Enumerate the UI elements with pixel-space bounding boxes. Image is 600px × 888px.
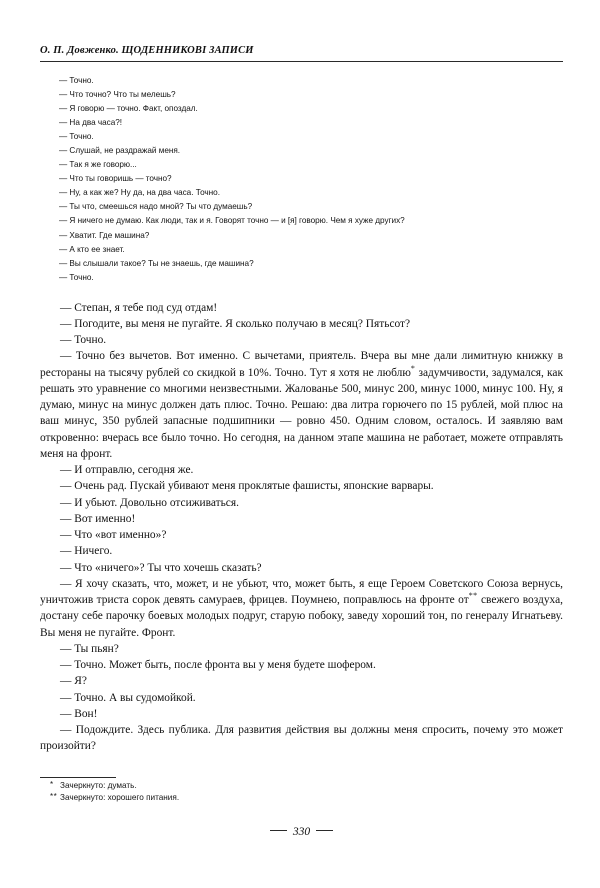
footnote-marker: ** bbox=[468, 591, 478, 601]
body-paragraph: — И убьют. Довольно отсиживаться. bbox=[60, 496, 239, 509]
body-paragraph: — Точно. Может быть, после фронта вы у меня будете шофером. bbox=[60, 659, 376, 672]
paragraph-text-after-note: задумчивости, задумался, как решать это уравнение со многими неизвестными. Жалованье 500, минус 200, минус 1000, минус 100. Ну, я думаю, минус на минус должен дать плюс. Точно. Решаю: два литра горючего по 15 рублей, мой плюс на ваш минус, 350 рублей запасные подшипники — ровно 450. Одним словом, осталось. И заявляю вам откровенно: вчерась все было точно. Но сегодня, на данном этапе машина не работает, можете отправлять меня на фронт. bbox=[40, 366, 563, 460]
running-head-rule bbox=[40, 61, 563, 62]
body-paragraph bbox=[40, 348, 563, 462]
body-paragraph: — Что «вот именно»? bbox=[60, 529, 167, 542]
body-paragraph: — Вон! bbox=[60, 707, 98, 720]
footnote-item-marker: * bbox=[50, 780, 54, 789]
running-head: О. П. Довженко. ЩОДЕННИКОВІ ЗАПИСИ bbox=[40, 45, 254, 56]
petit-dialogue-block bbox=[40, 74, 563, 285]
document-page bbox=[40, 0, 563, 888]
body-paragraph: — Подождите. Здесь публика. Для развития действия вы должны меня спросить, почему это может произойти? bbox=[40, 724, 563, 753]
footnote-area bbox=[40, 777, 563, 805]
petit-line: — Точно. bbox=[59, 272, 94, 282]
footnote-item-text: Зачеркнуто: думать. bbox=[60, 781, 137, 790]
folio-dash-left bbox=[270, 830, 287, 831]
footnote-list bbox=[40, 780, 563, 805]
footnote-item-text: Зачеркнуто: хорошего питания. bbox=[60, 793, 180, 803]
body-paragraph: — Ничего. bbox=[60, 545, 113, 558]
petit-line: — Точно. bbox=[59, 132, 94, 142]
petit-line: — Я говорю — точно. Факт, опоздал. bbox=[59, 104, 198, 114]
body-paragraph: — Вот именно! bbox=[60, 512, 136, 525]
petit-line: — Вы слышали такое? Ты не знаешь, где машина? bbox=[59, 258, 254, 268]
body-paragraph: — Погодите, вы меня не пугайте. Я сколько получаю в месяц? Пятьсот? bbox=[60, 317, 411, 330]
petit-line: — Я ничего не думаю. Как люди, так и я. Говорят точно — и [я] говорю. Чем я хуже других? bbox=[59, 216, 405, 226]
body-paragraph: — И отправлю, сегодня же. bbox=[60, 464, 194, 477]
petit-line: — Ну, а как же? Ну да, на два часа. Точно. bbox=[59, 188, 220, 198]
body-paragraph: — Ты пьян? bbox=[60, 642, 119, 655]
body-paragraph: — Очень рад. Пускай убивают меня проклятые фашисты, японские варвары. bbox=[60, 480, 434, 493]
footnote-marker: * bbox=[410, 363, 416, 373]
body-paragraph: — Точно. А вы судомойкой. bbox=[60, 691, 196, 704]
footnote-separator-rule bbox=[40, 777, 116, 778]
body-paragraph: — Точно. bbox=[60, 334, 107, 347]
page-number: 330 bbox=[292, 826, 311, 838]
body-paragraph: — Я? bbox=[60, 675, 87, 688]
footnote-item-marker: ** bbox=[50, 792, 58, 802]
body-paragraph: — Степан, я тебе под суд отдам! bbox=[60, 301, 218, 314]
folio-dash-right bbox=[316, 830, 333, 831]
petit-line: — Точно. bbox=[59, 76, 94, 85]
petit-line: — Что ты говоришь — точно? bbox=[59, 174, 172, 184]
footnote-item bbox=[40, 780, 563, 792]
paragraph-text-after-note: свежего воздуха, достану себе парочку боевых молодых подруг, старую побоку, заведу хороший тон, по генералу Игнатьеву. Вы меня не пугайте. Фронт. bbox=[40, 594, 563, 639]
petit-line: — Хватит. Где машина? bbox=[59, 230, 150, 240]
petit-line: — Ты что, смеешься надо мной? Ты что думаешь? bbox=[59, 202, 253, 212]
paragraph-text-before-note: — Точно без вычетов. Вот именно. С вычетами, приятель. Вчера вы мне дали лимитную книжку в рестораны на тысячу рублей со скидкой в 10%. Точно. Тут я хотя не люблю bbox=[40, 350, 563, 379]
petit-line: — Что точно? Что ты мелешь? bbox=[59, 90, 176, 100]
body-paragraph bbox=[40, 576, 563, 641]
body-text bbox=[40, 300, 563, 755]
footnote-item bbox=[40, 792, 563, 804]
petit-line: — На два часа?! bbox=[59, 118, 123, 128]
folio bbox=[40, 826, 563, 838]
petit-line: — Так я же говорю... bbox=[59, 160, 137, 170]
petit-line: — Слушай, не раздражай меня. bbox=[59, 146, 181, 156]
paragraph-text-before-note: — Я хочу сказать, что, может, и не убьют, что, может быть, я еще Героем Советского Союза вернусь, уничтожив триста сорок девять самураев, фрицев. Поумнею, поправлюсь на фронте от bbox=[40, 577, 563, 607]
petit-line: — А кто ее знает. bbox=[59, 244, 125, 254]
body-paragraph: — Что «ничего»? Ты что хочешь сказать? bbox=[60, 561, 262, 574]
